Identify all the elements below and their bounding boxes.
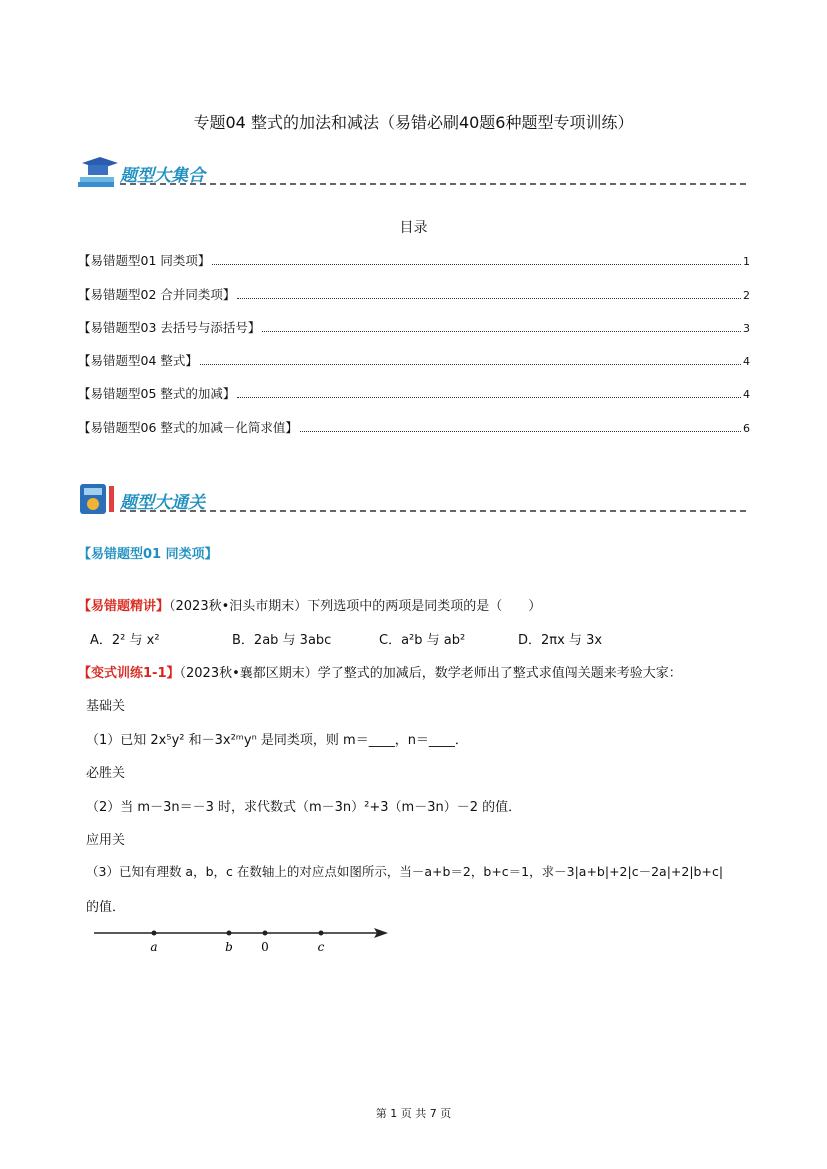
document-title: 专题04 整式的加法和减法（易错必刷40题6种题型专项训练） [193,113,634,132]
question-text: （2023秋•襄都区期末）学了整式的加减后，数学老师出了整式求值闯关题来考验大家： [179,666,682,681]
axis-label-a: a [150,940,158,954]
option-a: A．2² 与 x² [90,633,160,648]
number-line [90,922,395,956]
toc-leader [237,289,741,299]
point-a [152,931,157,936]
section-heading: 【易错题型01 同类项】 [78,547,218,562]
question-1 [78,595,541,614]
toc-item[interactable] [78,384,750,402]
toc-item-page: 1 [743,255,750,268]
toc-leader [300,422,741,432]
toc-item-label: 【易错题型05 整式的加减】 [78,386,236,401]
calculator-pencil-icon [78,482,118,516]
toc-item-page: 4 [743,355,750,368]
banner-question-types [78,155,746,189]
toc-item[interactable] [78,351,750,369]
toc-item-label: 【易错题型06 整式的加减－化简求值】 [78,420,298,435]
toc-item-page: 6 [743,422,750,435]
toc-leader [200,355,741,365]
toc-item[interactable] [78,318,750,336]
toc-leader [237,388,741,398]
point-c [319,931,324,936]
toc-heading: 目录 [399,220,428,236]
point-zero [263,931,268,936]
toc-item-page: 3 [743,322,750,335]
question-text: （2023秋•汨头市期末）下列选项中的两项是同类项的是（ ） [169,599,542,614]
point-b [227,931,232,936]
toc-item-label: 【易错题型01 同类项】 [78,253,211,268]
level-label: 必胜关 [86,766,126,781]
level-label: 应用关 [86,833,126,848]
question-2 [78,662,682,681]
option-d: D．2πx 与 3x [518,633,603,648]
toc-item-label: 【易错题型02 合并同类项】 [78,287,236,302]
axis-label-c: c [317,940,325,954]
toc-item-label: 【易错题型04 整式】 [78,353,198,368]
banner-text: 题型大集合 [120,166,205,186]
toc-leader [262,322,741,332]
part-2: （2）当 m－3n＝－3 时，求代数式（m－3n）²+3（m－3n）－2 的值． [86,800,522,815]
option-b: B．2ab 与 3abc [232,633,332,648]
banner-text: 题型大通关 [120,493,205,513]
toc-item-page: 4 [743,388,750,401]
banner-practice [78,482,746,516]
page-footer: 第 1 页 共 7 页 [375,1107,452,1120]
option-c: C．a²b 与 ab² [379,633,466,648]
toc-item[interactable] [78,251,750,269]
graduation-cap-books-icon [78,155,118,189]
toc-item[interactable] [78,285,750,303]
part-3: （3）已知有理数 a，b，c 在数轴上的对应点如图所示，当－a+b＝2，b+c＝1，求－3|a+b|+2|c－2a|+2|b+c| [86,864,724,879]
part-3-end: 的值． [86,900,126,915]
toc-item-page: 2 [743,289,750,302]
toc-item[interactable] [78,418,750,436]
axis-label-b: b [225,940,233,954]
divider [120,183,746,185]
question-tag: 【易错题精讲】 [78,599,170,614]
question-tag: 【变式训练1-1】 [78,666,180,681]
toc-leader [212,255,741,265]
level-label: 基础关 [86,699,126,714]
toc-item-label: 【易错题型03 去括号与添括号】 [78,320,261,335]
divider [120,510,746,512]
axis-label-zero: 0 [261,940,269,954]
part-1: （1）已知 2x⁵y² 和－3x²ᵐyⁿ 是同类项，则 m＝____，n＝____． [86,733,468,748]
